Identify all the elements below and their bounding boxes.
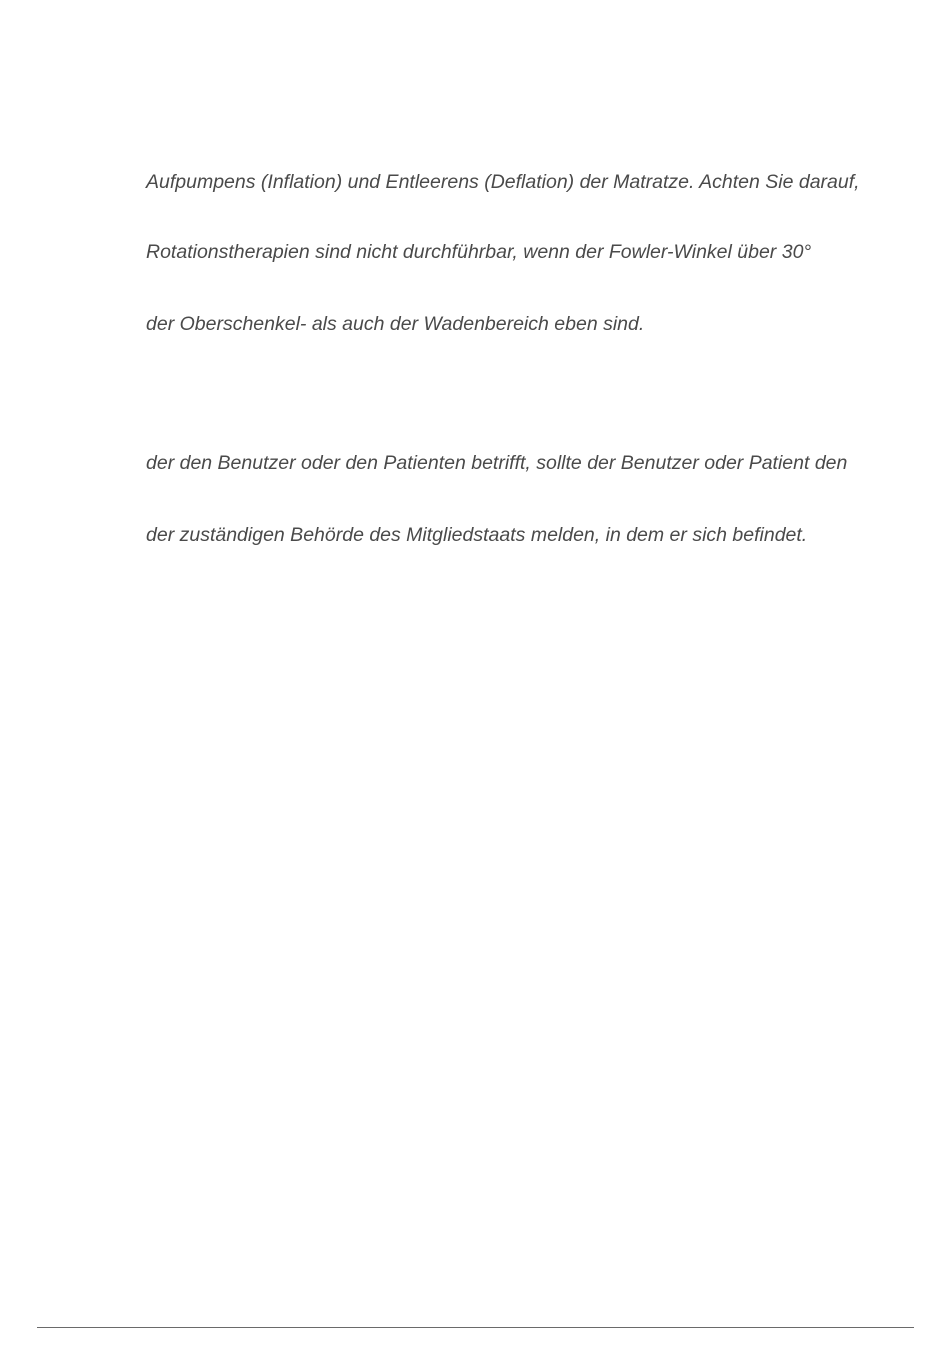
footer-divider — [37, 1327, 914, 1328]
paragraph-2-line-2: der zuständigen Behörde des Mitgliedstaats melden, in dem er sich befindet. — [146, 524, 808, 546]
paragraph-2-line-1: der den Benutzer oder den Patienten betrifft, sollte der Benutzer oder Patient den — [146, 452, 848, 474]
paragraph-1-line-3: der Oberschenkel- als auch der Wadenbereich eben sind. — [146, 313, 645, 335]
paragraph-1-line-1: Aufpumpens (Inflation) und Entleerens (Deflation) der Matratze. Achten Sie darauf, — [146, 171, 860, 193]
paragraph-1-line-2: Rotationstherapien sind nicht durchführbar, wenn der Fowler-Winkel über 30° — [146, 241, 812, 263]
